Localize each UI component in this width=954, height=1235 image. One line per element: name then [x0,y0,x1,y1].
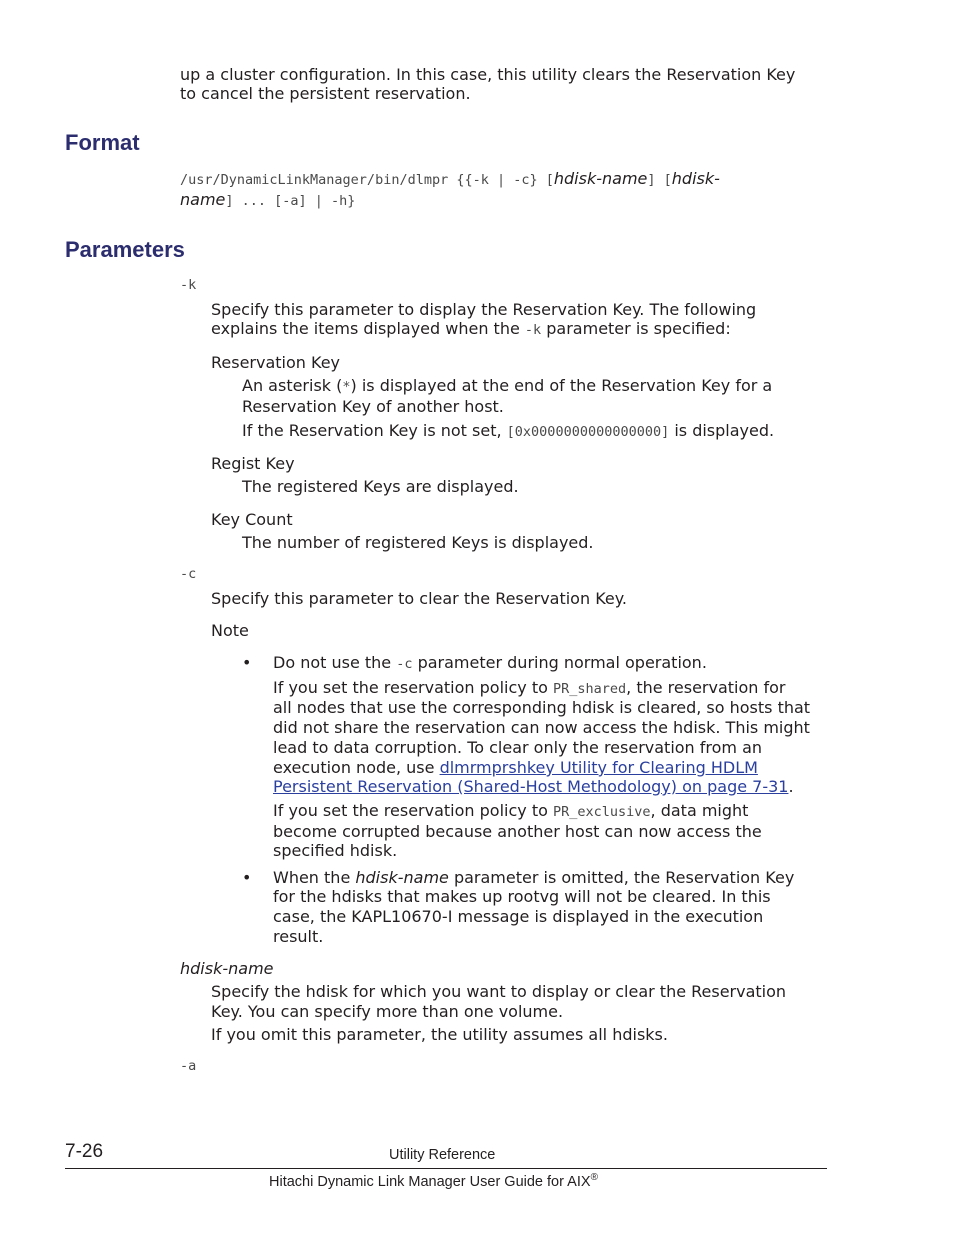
footer-title: Hitachi Dynamic Link Manager User Guide for AIX® [269,1172,598,1190]
bullet-1-para-1-line-1: If you set the reservation policy to PR_shared, the reservation for [273,678,786,697]
bullet-1-para-2-line-2: become corrupted because another host can now access the [273,822,762,841]
page-number: 7-26 [65,1141,104,1162]
reservation-key-line-1: An asterisk (*) is displayed at the end of the Reservation Key for a [242,376,773,395]
reservation-key-line-2: Reservation Key of another host. [242,397,504,416]
param-k-desc-2: explains the items displayed when the -k parameter is specified: [211,319,731,338]
intro-line-1: up a cluster configuration. In this case, this utility clears the Reservation Key [180,65,796,84]
reservation-key-line-3: If the Reservation Key is not set, [0x0000000000000000] is displayed. [242,421,775,440]
reservation-key-title: Reservation Key [211,353,341,372]
bullet-1-para-1-line-5: execution node, use dlmrmprshkey Utility for Clearing HDLM [273,758,758,777]
bullet-1-marker: • [242,653,252,672]
bullet-1-para-2-line-1: If you set the reservation policy to PR_exclusive, data might [273,801,749,820]
bullet-1-para-1-line-4: lead to data corruption. To clear only the reservation from an [273,738,763,757]
footer-rule [65,1168,827,1169]
param-hdisk-desc-1: Specify the hdisk for which you want to display or clear the Reservation [211,982,787,1001]
bullet-2-line-4: result. [273,927,324,946]
bullet-1-para-1-line-2: all nodes that use the corresponding hdisk is cleared, so hosts that [273,698,811,717]
bullet-2-line-3: case, the KAPL10670-I message is displayed in the execution [273,907,764,926]
footer-section: Utility Reference [389,1147,496,1163]
param-k-desc-1: Specify this parameter to display the Reservation Key. The following [211,300,757,319]
param-c-name: -c [180,566,197,582]
key-count-title: Key Count [211,510,293,529]
dlmrmprshkey-link-part-2[interactable]: Persistent Reservation (Shared-Host Methodology) on page 7-31 [273,777,789,796]
param-k-name: -k [180,277,197,293]
regist-key-title: Regist Key [211,454,295,473]
bullet-1-para-1-line-6: Persistent Reservation (Shared-Host Methodology) on page 7-31. [273,777,794,796]
param-c-desc: Specify this parameter to clear the Reservation Key. [211,589,628,608]
format-command-line-1: /usr/DynamicLinkManager/bin/dlmpr {{-k | -c} [hdisk-name] [hdisk- [180,169,720,188]
intro-line-2: to cancel the persistent reservation. [180,84,471,103]
param-hdisk-name: hdisk-name [180,959,274,978]
param-hdisk-desc-3: If you omit this parameter, the utility assumes all hdisks. [211,1025,668,1044]
bullet-1-para-2-line-3: specified hdisk. [273,841,398,860]
bullet-2-line-2: for the hdisks that makes up rootvg will not be cleared. In this [273,887,771,906]
param-hdisk-desc-2: Key. You can specify more than one volume. [211,1002,564,1021]
parameters-heading: Parameters [65,237,185,262]
bullet-1-para-1-line-3: did not share the reservation can now access the hdisk. This might [273,718,810,737]
format-heading: Format [65,130,140,155]
format-command-line-2: name] ... [-a] | -h} [180,190,356,209]
bullet-2-marker: • [242,868,252,887]
bullet-2-line-1: When the hdisk-name parameter is omitted, the Reservation Key [273,868,795,887]
param-a-name: -a [180,1058,197,1074]
regist-key-desc: The registered Keys are displayed. [242,477,519,496]
note-label: Note [211,621,249,640]
dlmrmprshkey-link-part-1[interactable]: dlmrmprshkey Utility for Clearing HDLM [439,758,758,777]
key-count-desc: The number of registered Keys is displayed. [242,533,594,552]
bullet-1-line-1: Do not use the -c parameter during normal operation. [273,653,707,672]
